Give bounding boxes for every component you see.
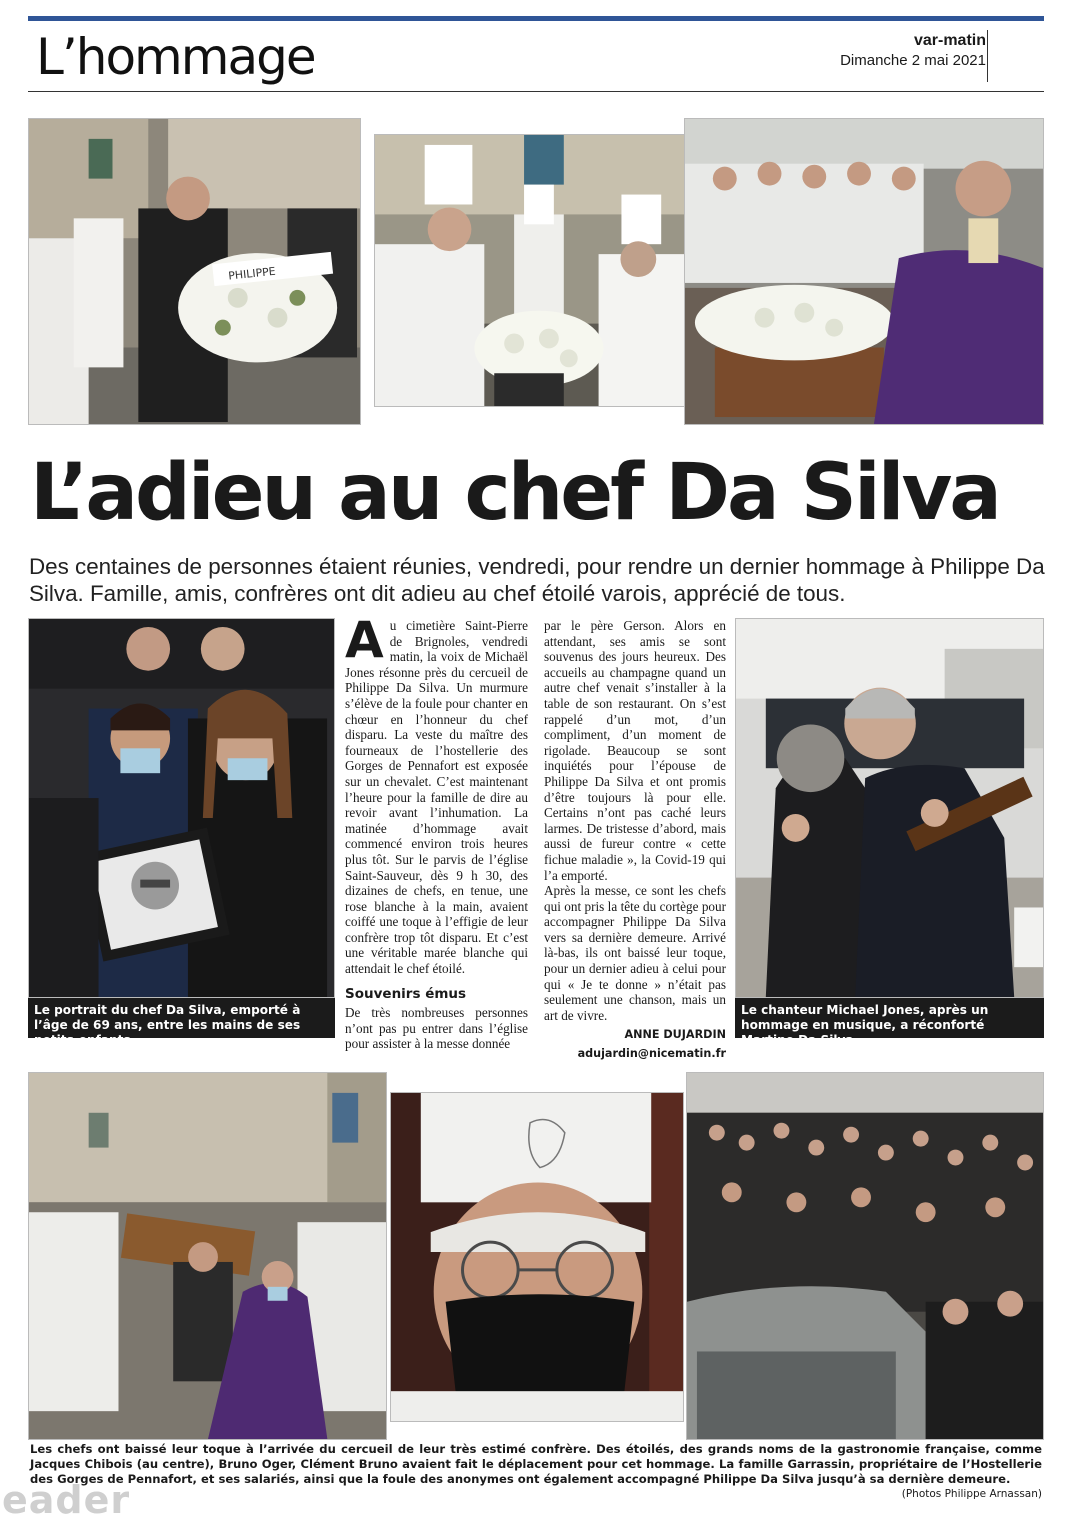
photo-coffin-procession xyxy=(28,1072,387,1440)
author-email[interactable]: adujardin@nicematin.fr xyxy=(577,1047,726,1061)
article-subhead: Souvenirs émus xyxy=(345,985,467,1002)
photo-wreath-bearer xyxy=(28,118,361,425)
header-divider xyxy=(987,30,988,82)
photo-chefs-roses xyxy=(374,134,692,407)
newspaper-brand: var-matin xyxy=(913,32,986,49)
ribbon-text: PHILIPPE xyxy=(227,264,277,283)
masthead xyxy=(840,32,986,69)
article-paragraph-2: De très nombreuses personnes n’ont pas pu entrer dans l’église pour assister à la messe donnée xyxy=(345,1005,528,1052)
drop-cap: A xyxy=(345,611,384,669)
lede-paragraph: Des centaines de personnes étaient réunies, vendredi, pour rendre un dernier hommage à Philippe Da Silva. Famille, amis, confrères ont dit adieu au chef étoilé varois, apprécié de tous. xyxy=(29,554,1045,606)
article-paragraph-1: u cimetière Saint-Pierre de Brignoles, vendredi matin, la voix de Michaël Jones résonne près du cercueil de Philippe Da Silva. Un murmure s’élève de la foule pour chanter en chœur en l’honneur du chef disparu. La veste du maître des fourneaux de l’hostellerie des Gorges de Pennafort est exposée sur un chevalet. C’est maintenant l’heure pour la famille de dire au revoir avant l’inhumation. La matinée d’hommage avait commencé environ trois heures plus tôt. Sur le parvis de l’église Saint-Sauveur, dès 9 h 30, des dizaines de chefs, en tenue, une rose blanche à la main, avaient coiffé une toque à l’effigie de leur confrère trop tôt disparu. Et c’est une véritable marée blanche qui attendait le chef étoilé. xyxy=(345,618,528,977)
photo-coffin-priest xyxy=(684,118,1044,425)
caption-bottom-text: Les chefs ont baissé leur toque à l’arrivée du cercueil de leur très estimé confrère. Des étoilés, des grands noms de la gastronomie française, comme Jacques Chibois (au centre), Bruno Oger, Clément Bruno avaient fait le déplacement pour cet hommage. La famille Garrassin, propriétaire de l’Hostellerie des Gorges de Pennafort, et ses salariés, ainsi que la foule des anonymes ont également accompagné Philippe Da Silva jusqu’à sa dernière demeure. xyxy=(30,1442,1042,1486)
header-rule xyxy=(28,91,1044,92)
top-accent-bar xyxy=(28,16,1044,21)
caption-portrait: Le portrait du chef Da Silva, emporté à l’âge de 69 ans, entre les mains de ses petits-enfants. xyxy=(28,998,335,1038)
article-column-2 xyxy=(544,618,726,1061)
photo-credit: (Photos Philippe Arnassan) xyxy=(901,1488,1042,1500)
main-headline: L’adieu au chef Da Silva xyxy=(30,448,999,538)
author-name: ANNE DUJARDIN xyxy=(624,1028,726,1042)
article-column-1 xyxy=(345,611,528,1052)
caption-bottom xyxy=(30,1442,1042,1502)
article-paragraph-3: par le père Gerson. Alors en attendant, ses amis se sont souvenus des jours heureux. Des accueils au champagne quand un autre chef venait s’installer à la table de son restaurant. On s’est rappelé d’un mot, d’un compliment, d’un moment de rigolade. Beaucoup se sont inquiétés pour l’épouse de Philippe Da Silva et ont promis d’être toujours là pour elle. Certains n’ont pas caché leurs larmes. De tristesse d’abord, mais aussi de fureur contre « cette fichue maladie », la Covid-19 qui l’a emporté. xyxy=(544,618,726,883)
photo-singer-embrace xyxy=(735,618,1044,998)
issue-date: Dimanche 2 mai 2021 xyxy=(840,52,986,69)
watermark: eader xyxy=(2,1478,131,1516)
photo-chef-portrait xyxy=(390,1092,684,1422)
caption-singer: Le chanteur Michael Jones, après un hommage en musique, a réconforté Martine Da Silva. xyxy=(735,998,1044,1038)
photo-crowd-hearse xyxy=(686,1072,1044,1440)
photo-grandchildren-portrait xyxy=(28,618,335,998)
section-rubric: L’hommage xyxy=(36,28,315,86)
article-paragraph-4: Après la messe, ce sont les chefs qui ont pris la tête du cortège pour accompagner Philippe Da Silva vers sa dernière demeure. Arrivé là-bas, ils ont baissé leur toque, pour un dernier adieu à celui pour qui « Je te donne » n’était pas seulement une chanson, mais un art de vivre. xyxy=(544,883,726,1023)
